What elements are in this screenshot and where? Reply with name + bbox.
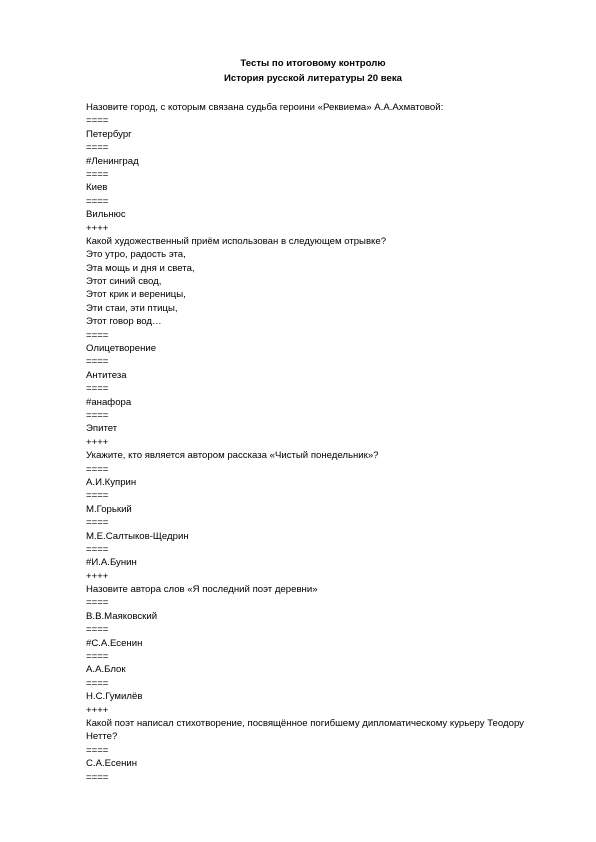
question-text: Назовите город, с которым связана судьба героини «Реквиема» А.А.Ахматовой: — [86, 102, 444, 113]
question-text: Какой поэт написал стихотворение, посвящённое погибшему дипломатическому курьеру Теодору Нетте? — [86, 717, 524, 743]
answer-option-correct: #С.А.Есенин — [86, 637, 143, 649]
answer-option: Эпитет — [86, 423, 118, 435]
answer-option: Н.С.Гумилёв — [86, 691, 143, 703]
poem-line: Это утро, радость эта, — [86, 249, 186, 261]
document-subtitle: История русской литературы 20 века — [224, 73, 402, 84]
title-block — [0, 56, 596, 86]
answer-option: Петербург — [86, 128, 132, 140]
answer-option: Вильнюс — [86, 209, 126, 221]
poem-line: Этот крик и вереницы, — [86, 289, 186, 301]
poem-line: Эта мощь и дня и света, — [86, 262, 195, 274]
question-text: Какой художественный приём использован в следующем отрывке? — [86, 235, 387, 247]
separator: ==== — [86, 168, 109, 180]
answer-option: Киев — [86, 182, 108, 194]
answer-option-correct: #И.А.Бунин — [86, 557, 137, 569]
answer-option: Антитеза — [86, 369, 127, 381]
question-text: Назовите автора слов «Я последний поэт деревни» — [86, 584, 318, 596]
separator: ==== — [86, 490, 109, 502]
separator: ==== — [86, 624, 109, 636]
separator: ==== — [86, 383, 109, 395]
separator: ==== — [86, 195, 109, 207]
poem-line: Этот синий свод, — [86, 276, 162, 288]
answer-option-correct: #анафора — [86, 396, 132, 408]
separator: ==== — [86, 771, 109, 783]
separator: ==== — [86, 356, 109, 368]
separator: ==== — [86, 329, 109, 341]
separator: ==== — [86, 142, 109, 154]
answer-option: А.А.Блок — [86, 664, 126, 676]
poem-line: Этот говор вод… — [86, 316, 162, 328]
answer-option: А.И.Куприн — [86, 476, 137, 488]
document-title: Тесты по итоговому контролю — [240, 58, 386, 69]
test-content — [86, 101, 556, 784]
answer-option: В.В.Маяковский — [86, 610, 158, 622]
question-divider: ++++ — [86, 570, 109, 582]
separator: ==== — [86, 744, 109, 756]
separator: ==== — [86, 543, 109, 555]
answer-option: М.Горький — [86, 503, 132, 515]
separator: ==== — [86, 597, 109, 609]
question-divider: ++++ — [86, 436, 109, 448]
separator: ==== — [86, 677, 109, 689]
answer-option: Олицетворение — [86, 343, 157, 355]
separator: ==== — [86, 517, 109, 529]
separator: ==== — [86, 409, 109, 421]
question-divider: ++++ — [86, 222, 109, 234]
poem-line: Эти стаи, эти птицы, — [86, 302, 178, 314]
answer-option: М.Е.Салтыков-Щедрин — [86, 530, 189, 542]
separator: ==== — [86, 651, 109, 663]
separator: ==== — [86, 115, 109, 127]
question-divider: ++++ — [86, 704, 109, 716]
answer-option-correct: #Ленинград — [86, 155, 139, 167]
answer-option: С.А.Есенин — [86, 758, 138, 770]
question-text: Укажите, кто является автором рассказа «Чистый понедельник»? — [86, 450, 379, 462]
separator: ==== — [86, 463, 109, 475]
